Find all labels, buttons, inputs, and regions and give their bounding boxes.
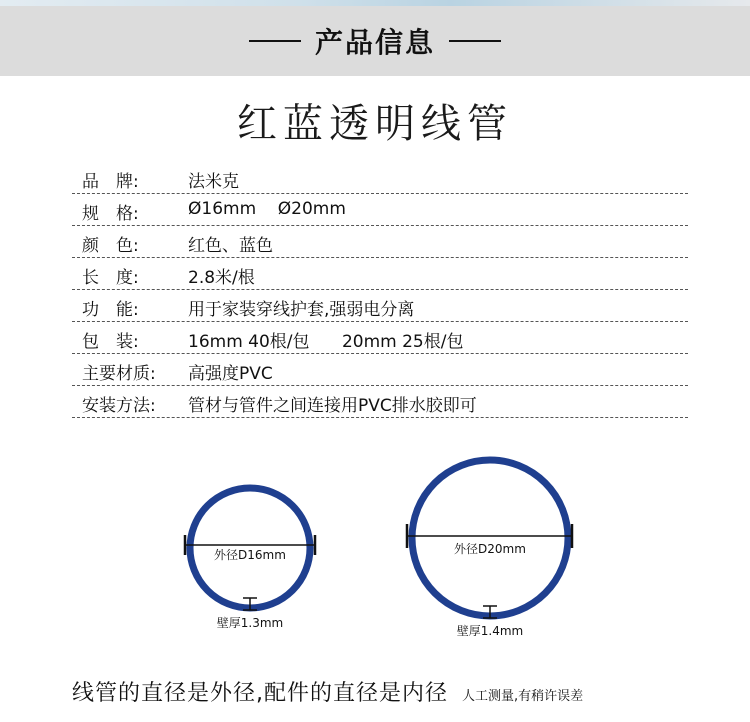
spec-row-size bbox=[72, 194, 688, 226]
spec-label: 包 装: bbox=[82, 332, 139, 352]
footer-note-text: 人工测量,有稍许误差 bbox=[462, 689, 584, 704]
spec-label: 规 格: bbox=[82, 204, 139, 224]
spec-value: 红色、蓝色 bbox=[188, 236, 273, 256]
spec-row-length bbox=[72, 258, 688, 290]
spec-label: 功 能: bbox=[82, 300, 139, 320]
spec-value: 16mm 40根/包 20mm 25根/包 bbox=[188, 332, 464, 352]
spec-label: 长 度: bbox=[82, 268, 139, 288]
spec-value: 法米克 bbox=[188, 172, 239, 192]
spec-row-packaging bbox=[72, 322, 688, 354]
section-title: 产品信息 bbox=[314, 26, 435, 59]
large-diameter-label: 外径D20mm bbox=[454, 542, 526, 556]
pipe-diagrams bbox=[0, 440, 750, 660]
header-left-rule bbox=[249, 40, 301, 42]
spec-table bbox=[72, 162, 688, 418]
spec-row-function bbox=[72, 290, 688, 322]
spec-row-installation bbox=[72, 386, 688, 418]
pipe-diagram-svg bbox=[0, 440, 750, 660]
product-title: 红蓝透明线管 bbox=[237, 101, 513, 147]
spec-label: 主要材质: bbox=[82, 364, 156, 384]
large-wall-label: 壁厚1.4mm bbox=[456, 624, 524, 638]
large-pipe-diagram bbox=[407, 460, 572, 638]
spec-value: Ø16mm Ø20mm bbox=[188, 199, 346, 219]
header-right-rule bbox=[449, 40, 501, 42]
footer bbox=[72, 676, 712, 707]
spec-label: 安装方法: bbox=[82, 396, 156, 416]
spec-value: 管材与管件之间连接用PVC排水胶即可 bbox=[188, 396, 477, 416]
small-pipe-diagram bbox=[185, 488, 315, 630]
spec-label: 颜 色: bbox=[82, 236, 139, 256]
spec-value: 高强度PVC bbox=[188, 364, 273, 384]
spec-label: 品 牌: bbox=[82, 172, 139, 192]
spec-value: 2.8米/根 bbox=[188, 268, 255, 288]
spec-row-brand bbox=[72, 162, 688, 194]
large-pipe-ring bbox=[412, 460, 568, 616]
spec-value: 用于家装穿线护套,强弱电分离 bbox=[188, 300, 415, 320]
small-wall-label: 壁厚1.3mm bbox=[216, 616, 284, 630]
footer-main-text: 线管的直径是外径,配件的直径是内径 bbox=[72, 681, 448, 706]
small-diameter-label: 外径D16mm bbox=[214, 548, 286, 562]
section-header bbox=[0, 6, 750, 76]
spec-row-color bbox=[72, 226, 688, 258]
spec-row-material bbox=[72, 354, 688, 386]
